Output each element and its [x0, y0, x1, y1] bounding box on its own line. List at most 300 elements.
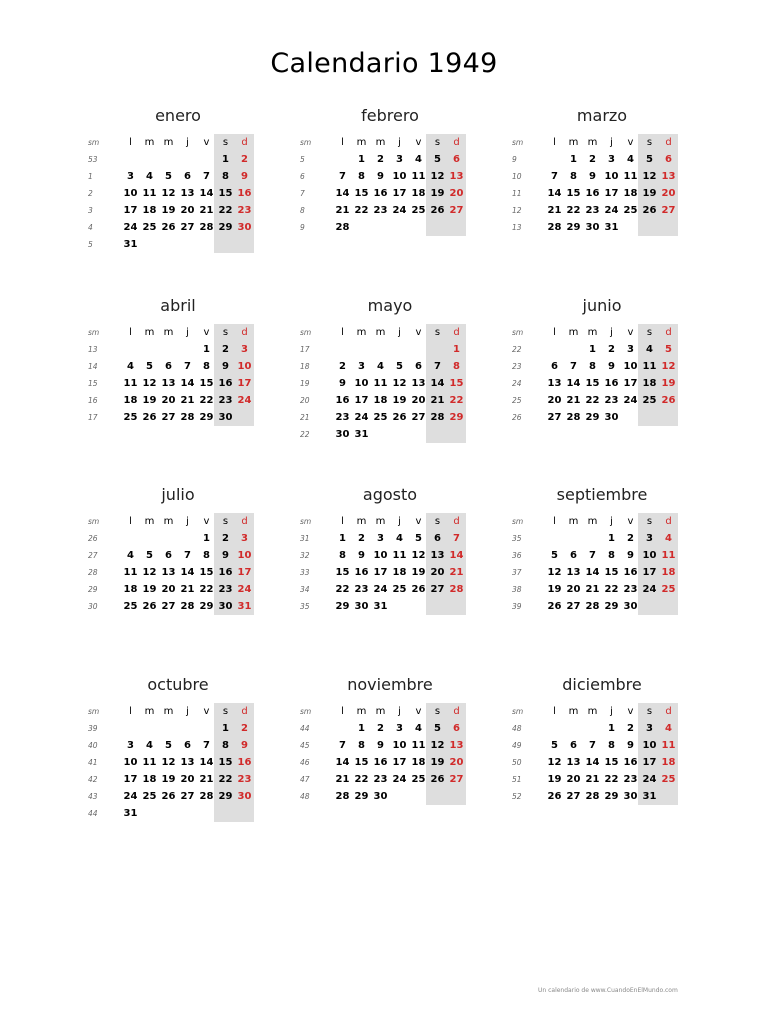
day-cell: 20: [161, 395, 176, 406]
week-header: sm: [512, 517, 524, 526]
week-number: 52: [512, 792, 522, 801]
day-cell: [178, 805, 197, 822]
day-cell: 7: [184, 361, 191, 372]
day-cell: 2: [222, 533, 229, 544]
month-table: [512, 513, 692, 615]
day-cell: [545, 720, 564, 737]
weekday-label: l: [553, 706, 556, 717]
weekday-label: d: [665, 516, 672, 527]
footer-credit: Un calendario de www.CuandoEnElMundo.com: [538, 987, 678, 994]
day-cell: 4: [127, 361, 134, 372]
weekday-label: l: [553, 327, 556, 338]
day-cell: 21: [585, 584, 600, 595]
day-cell: 21: [199, 205, 214, 216]
day-cell: 12: [430, 171, 445, 182]
day-cell: 17: [392, 188, 407, 199]
day-cell: [428, 219, 447, 236]
month-enero: [88, 106, 268, 296]
week-number: 30: [88, 602, 98, 611]
weekday-label: m: [144, 516, 155, 527]
week-number: 44: [300, 724, 310, 733]
weekday-label: s: [646, 137, 653, 148]
week-row: [512, 720, 692, 737]
weekday-label: v: [415, 706, 422, 717]
day-cell: 3: [396, 154, 403, 165]
month-table: [88, 134, 268, 253]
month-octubre: [88, 675, 268, 865]
day-cell: 5: [146, 550, 153, 561]
day-cell: 9: [377, 740, 384, 751]
day-cell: 5: [665, 344, 672, 355]
day-cell: 1: [222, 723, 229, 734]
day-cell: 7: [453, 533, 460, 544]
month-julio: [88, 485, 268, 675]
weekday-label: l: [129, 706, 132, 717]
weekday-label: v: [203, 327, 210, 338]
week-row: [88, 530, 268, 547]
day-cell: 14: [585, 567, 600, 578]
day-cell: 12: [547, 757, 562, 768]
day-cell: 31: [373, 601, 388, 612]
weekday-label: v: [203, 706, 210, 717]
weekday-label: s: [222, 327, 229, 338]
week-number: 17: [88, 413, 98, 422]
month-table: [512, 324, 692, 426]
day-cell: 21: [449, 567, 464, 578]
weekday-header: [512, 703, 692, 720]
month-table: [300, 703, 480, 805]
day-cell: 29: [199, 412, 214, 423]
day-cell: 13: [411, 378, 426, 389]
day-cell: 31: [354, 429, 369, 440]
day-cell: 3: [646, 533, 653, 544]
day-cell: 21: [199, 774, 214, 785]
day-cell: 9: [608, 361, 615, 372]
day-cell: [621, 409, 640, 426]
day-cell: [545, 341, 564, 358]
day-cell: 27: [566, 601, 581, 612]
day-cell: [390, 598, 409, 615]
day-cell: 18: [142, 205, 157, 216]
month-name: enero: [155, 106, 201, 125]
day-cell: 5: [551, 740, 558, 751]
week-number: 51: [512, 775, 522, 784]
day-cell: 20: [547, 395, 562, 406]
day-cell: [447, 219, 466, 236]
week-number: 50: [512, 758, 522, 767]
day-cell: 10: [373, 550, 388, 561]
week-number: 37: [512, 568, 522, 577]
week-number: 36: [512, 551, 522, 560]
day-cell: 30: [237, 222, 252, 233]
day-cell: 14: [180, 378, 195, 389]
week-row: [88, 598, 268, 615]
week-number: 21: [300, 413, 310, 422]
week-row: [88, 771, 268, 788]
day-cell: 8: [339, 550, 346, 561]
day-cell: 7: [589, 740, 596, 751]
day-cell: 1: [608, 723, 615, 734]
week-number: 42: [88, 775, 98, 784]
day-cell: 9: [222, 550, 229, 561]
week-row: [300, 409, 480, 426]
weekday-label: m: [568, 137, 579, 148]
week-row: [300, 754, 480, 771]
day-cell: [352, 341, 371, 358]
day-cell: 19: [411, 567, 426, 578]
day-cell: 17: [123, 205, 138, 216]
day-cell: [352, 219, 371, 236]
day-cell: 27: [161, 601, 176, 612]
weekday-label: j: [186, 516, 189, 527]
weekday-header: [512, 324, 692, 341]
weekday-label: m: [375, 516, 386, 527]
day-cell: 14: [547, 188, 562, 199]
weekday-label: l: [129, 137, 132, 148]
week-header: sm: [512, 707, 524, 716]
day-cell: 24: [392, 774, 407, 785]
month-septiembre: [512, 485, 692, 675]
day-cell: 25: [392, 584, 407, 595]
week-number: 5: [300, 155, 305, 164]
day-cell: [178, 530, 197, 547]
week-row: [88, 409, 268, 426]
weekday-label: s: [646, 327, 653, 338]
day-cell: [140, 341, 159, 358]
day-cell: 6: [665, 154, 672, 165]
day-cell: 6: [184, 171, 191, 182]
weekday-header: [300, 134, 480, 151]
day-cell: 26: [392, 412, 407, 423]
week-row: [88, 737, 268, 754]
month-febrero: [300, 106, 480, 296]
day-cell: 18: [661, 567, 676, 578]
month-table: [300, 513, 480, 615]
weekday-label: m: [163, 516, 174, 527]
day-cell: 12: [430, 740, 445, 751]
weekday-header: [300, 324, 480, 341]
day-cell: 6: [415, 361, 422, 372]
day-cell: 23: [354, 584, 369, 595]
day-cell: 28: [180, 412, 195, 423]
week-row: [512, 151, 692, 168]
weekday-label: m: [375, 137, 386, 148]
day-cell: 26: [142, 601, 157, 612]
week-number: 35: [512, 534, 522, 543]
day-cell: 27: [180, 791, 195, 802]
day-cell: 25: [661, 774, 676, 785]
day-cell: [178, 341, 197, 358]
weekday-header: [512, 134, 692, 151]
day-cell: 26: [161, 791, 176, 802]
day-cell: 20: [566, 584, 581, 595]
day-cell: 26: [661, 395, 676, 406]
day-cell: 20: [661, 188, 676, 199]
day-cell: 20: [180, 205, 195, 216]
day-cell: 3: [241, 344, 248, 355]
week-row: [512, 168, 692, 185]
day-cell: 28: [430, 412, 445, 423]
day-cell: 17: [354, 395, 369, 406]
weekday-label: d: [665, 137, 672, 148]
day-cell: [564, 530, 583, 547]
day-cell: 22: [218, 205, 233, 216]
week-row: [88, 754, 268, 771]
day-cell: 5: [396, 361, 403, 372]
day-cell: 16: [218, 567, 233, 578]
day-cell: 25: [142, 791, 157, 802]
weekday-header: [88, 324, 268, 341]
day-cell: 23: [623, 774, 638, 785]
weekday-label: m: [587, 706, 598, 717]
month-mayo: [300, 296, 480, 486]
month-name: julio: [161, 485, 195, 504]
day-cell: 27: [566, 791, 581, 802]
day-cell: [390, 426, 409, 443]
week-number: 39: [512, 602, 522, 611]
week-number: 34: [300, 585, 310, 594]
day-cell: 9: [358, 550, 365, 561]
day-cell: 10: [392, 740, 407, 751]
day-cell: 29: [218, 791, 233, 802]
day-cell: 9: [241, 740, 248, 751]
weekday-label: v: [415, 137, 422, 148]
day-cell: 10: [392, 171, 407, 182]
weekday-header: [88, 134, 268, 151]
weekday-label: m: [587, 516, 598, 527]
day-cell: [659, 598, 678, 615]
day-cell: 25: [123, 601, 138, 612]
week-row: [88, 720, 268, 737]
week-row: [88, 151, 268, 168]
month-name: febrero: [361, 106, 419, 125]
day-cell: 22: [604, 584, 619, 595]
week-row: [512, 754, 692, 771]
day-cell: [333, 720, 352, 737]
day-cell: 1: [358, 723, 365, 734]
week-row: [88, 202, 268, 219]
month-abril: [88, 296, 268, 486]
day-cell: 10: [642, 550, 657, 561]
week-row: [512, 341, 692, 358]
month-table: [88, 703, 268, 822]
weekday-label: v: [203, 516, 210, 527]
weekday-label: d: [665, 327, 672, 338]
week-row: [512, 185, 692, 202]
day-cell: 2: [377, 723, 384, 734]
day-cell: 4: [415, 154, 422, 165]
day-cell: 29: [199, 601, 214, 612]
day-cell: [640, 409, 659, 426]
day-cell: 7: [434, 361, 441, 372]
day-cell: 24: [237, 584, 252, 595]
day-cell: 27: [661, 205, 676, 216]
weekday-label: s: [434, 706, 441, 717]
day-cell: [197, 805, 216, 822]
week-number: 17: [300, 345, 310, 354]
day-cell: 2: [241, 723, 248, 734]
day-cell: 29: [566, 222, 581, 233]
day-cell: 18: [411, 757, 426, 768]
day-cell: 5: [146, 361, 153, 372]
day-cell: 23: [335, 412, 350, 423]
weekday-label: j: [610, 327, 613, 338]
week-number: 4: [88, 223, 93, 232]
month-name: mayo: [367, 296, 413, 315]
week-number: 11: [512, 189, 522, 198]
day-cell: 12: [161, 188, 176, 199]
week-row: [512, 392, 692, 409]
day-cell: 31: [123, 808, 138, 819]
day-cell: 11: [123, 378, 138, 389]
month-name: septiembre: [556, 485, 648, 504]
day-cell: 29: [449, 412, 464, 423]
day-cell: 11: [392, 550, 407, 561]
weekday-label: m: [144, 706, 155, 717]
day-cell: 17: [604, 188, 619, 199]
day-cell: 4: [646, 344, 653, 355]
day-cell: 10: [237, 361, 252, 372]
day-cell: 12: [411, 550, 426, 561]
day-cell: [447, 788, 466, 805]
day-cell: 29: [585, 412, 600, 423]
month-junio: [512, 296, 692, 486]
week-row: [88, 185, 268, 202]
weekday-label: d: [241, 516, 248, 527]
weekday-label: l: [553, 137, 556, 148]
month-name: junio: [582, 296, 622, 315]
day-cell: [159, 341, 178, 358]
day-cell: 31: [604, 222, 619, 233]
month-noviembre: [300, 675, 480, 865]
weekday-label: d: [453, 706, 460, 717]
day-cell: 19: [430, 188, 445, 199]
day-cell: 26: [161, 222, 176, 233]
week-row: [300, 771, 480, 788]
day-cell: 20: [180, 774, 195, 785]
week-row: [300, 564, 480, 581]
day-cell: 8: [608, 550, 615, 561]
weekday-label: d: [241, 137, 248, 148]
day-cell: 29: [218, 222, 233, 233]
day-cell: 19: [142, 395, 157, 406]
day-cell: [583, 720, 602, 737]
day-cell: 10: [642, 740, 657, 751]
week-number: 38: [512, 585, 522, 594]
day-cell: [121, 720, 140, 737]
day-cell: 7: [551, 171, 558, 182]
day-cell: 5: [165, 740, 172, 751]
weekday-label: m: [356, 327, 367, 338]
week-number: 8: [300, 206, 305, 215]
weekday-header: [512, 513, 692, 530]
day-cell: 30: [604, 412, 619, 423]
week-number: 6: [300, 172, 305, 181]
week-number: 10: [512, 172, 522, 181]
day-cell: 2: [358, 533, 365, 544]
day-cell: 7: [203, 171, 210, 182]
day-cell: 9: [627, 740, 634, 751]
week-header: sm: [300, 328, 312, 337]
day-cell: 28: [547, 222, 562, 233]
day-cell: [235, 236, 254, 253]
day-cell: 22: [218, 774, 233, 785]
week-header: sm: [300, 707, 312, 716]
day-cell: [409, 788, 428, 805]
week-row: [300, 168, 480, 185]
day-cell: 28: [566, 412, 581, 423]
day-cell: 27: [547, 412, 562, 423]
day-cell: 13: [547, 378, 562, 389]
day-cell: 8: [570, 171, 577, 182]
day-cell: 7: [339, 171, 346, 182]
day-cell: 26: [411, 584, 426, 595]
week-number: 22: [300, 430, 310, 439]
day-cell: 27: [449, 205, 464, 216]
day-cell: 17: [373, 567, 388, 578]
day-cell: 5: [551, 550, 558, 561]
week-row: [88, 168, 268, 185]
week-number: 12: [512, 206, 522, 215]
day-cell: [178, 720, 197, 737]
day-cell: 17: [642, 757, 657, 768]
day-cell: 25: [123, 412, 138, 423]
week-row: [88, 358, 268, 375]
week-row: [512, 375, 692, 392]
day-cell: [428, 426, 447, 443]
day-cell: 7: [570, 361, 577, 372]
week-number: 9: [300, 223, 305, 232]
day-cell: 24: [123, 222, 138, 233]
day-cell: 1: [339, 533, 346, 544]
day-cell: 24: [392, 205, 407, 216]
day-cell: 12: [142, 378, 157, 389]
weekday-label: m: [163, 706, 174, 717]
day-cell: 12: [161, 757, 176, 768]
day-cell: 20: [430, 567, 445, 578]
day-cell: [216, 236, 235, 253]
day-cell: 18: [123, 395, 138, 406]
day-cell: 6: [453, 154, 460, 165]
weekday-label: l: [341, 706, 344, 717]
week-number: 32: [300, 551, 310, 560]
day-cell: 21: [566, 395, 581, 406]
day-cell: 28: [335, 791, 350, 802]
weekday-header: [88, 513, 268, 530]
week-number: 13: [512, 223, 522, 232]
day-cell: 14: [199, 188, 214, 199]
day-cell: [545, 151, 564, 168]
day-cell: 24: [354, 412, 369, 423]
weekday-label: m: [356, 516, 367, 527]
weekday-label: d: [241, 706, 248, 717]
day-cell: 13: [180, 757, 195, 768]
day-cell: 14: [335, 188, 350, 199]
day-cell: 22: [585, 395, 600, 406]
day-cell: 10: [354, 378, 369, 389]
weekday-label: m: [375, 327, 386, 338]
day-cell: 11: [411, 171, 426, 182]
week-row: [300, 598, 480, 615]
day-cell: 27: [161, 412, 176, 423]
day-cell: 25: [642, 395, 657, 406]
week-row: [300, 219, 480, 236]
day-cell: 16: [218, 378, 233, 389]
week-number: 45: [300, 741, 310, 750]
day-cell: 31: [237, 601, 252, 612]
day-cell: 17: [237, 378, 252, 389]
month-name: agosto: [362, 485, 418, 504]
